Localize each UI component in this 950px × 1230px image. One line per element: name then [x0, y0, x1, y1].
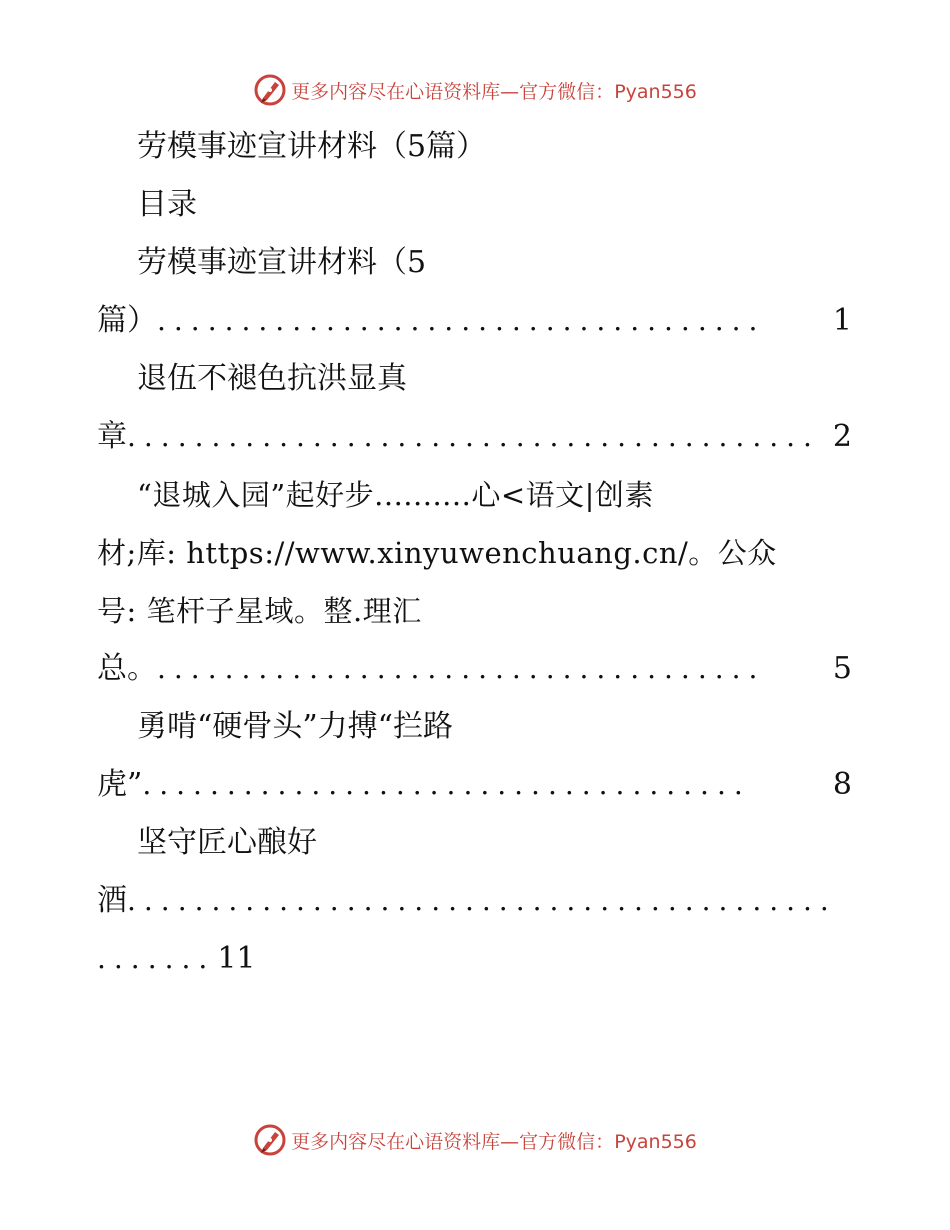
- pen-circle-logo-icon: [253, 1123, 287, 1157]
- toc-entry-2-leader-line: [97, 408, 852, 466]
- toc-entry-5-continued-leader: .......: [97, 942, 216, 975]
- header-banner: [0, 70, 950, 110]
- toc-entry-5-leader-line: [97, 872, 852, 930]
- toc-entry-3-title: “退城入园”起好步..........心<语文|创素: [137, 478, 654, 512]
- toc-entry-1-title: 劳模事迹宣讲材料（5: [137, 245, 427, 280]
- toc-entry-4-leader: ....................................: [142, 768, 751, 801]
- toc-entry-5-leader: ..........................................: [127, 884, 837, 917]
- toc-entry-3-line-2: 材;库: https://www.xinyuwenchuang.cn/。公众: [97, 536, 777, 570]
- toc-entry-2-tail: 章: [97, 419, 127, 454]
- toc-entry-3-leader-line: [97, 640, 852, 698]
- toc-heading: 目录: [137, 187, 197, 222]
- toc-entry-1-leader-line: [97, 292, 852, 350]
- footer-site-name: 更多内容尽在心语资料库: [291, 1130, 501, 1153]
- toc-entry-3-page: 5: [832, 651, 852, 686]
- header-banner-text: [291, 77, 697, 104]
- toc-entry-1-leader: ....................................: [157, 304, 766, 337]
- toc-entry-4-page: 8: [832, 767, 852, 802]
- toc-entry-3-tail: 总。: [97, 651, 157, 686]
- toc-entry-1-tail: 篇）: [97, 303, 157, 338]
- toc-entry-5-title: 坚守匠心酿好: [137, 825, 317, 860]
- document-title: 劳模事迹宣讲材料（5篇）: [137, 129, 487, 164]
- toc-entry-2-title: 退伍不褪色抗洪显真: [137, 361, 407, 396]
- toc-entry-1-page: 1: [832, 303, 852, 338]
- toc-entry-3-line-3: 号: 笔杆子星域。整.理汇: [97, 594, 422, 628]
- footer-separator: —: [500, 1130, 520, 1153]
- toc-entry-4-tail: 虎”: [97, 767, 143, 802]
- toc-entry-2-leader: .........................................: [127, 420, 820, 453]
- toc-entry-5-continued-line: [97, 930, 852, 988]
- toc-entry-4-leader-line: [97, 756, 852, 814]
- toc-entry-5-page: 11: [217, 941, 256, 976]
- header-official-label: 官方微信：: [519, 80, 615, 103]
- footer-banner-text: [291, 1127, 697, 1154]
- header-wechat-id: Pyan556: [614, 80, 697, 103]
- toc-entry-3-leader: ....................................: [157, 652, 766, 685]
- header-separator: —: [500, 80, 520, 103]
- pen-circle-logo-icon: [253, 73, 287, 107]
- document-body: [97, 118, 852, 988]
- header-site-name: 更多内容尽在心语资料库: [291, 80, 501, 103]
- footer-wechat-id: Pyan556: [614, 1130, 697, 1153]
- footer-banner: [0, 1120, 950, 1160]
- toc-entry-4-title: 勇啃“硬骨头”力搏“拦路: [137, 709, 454, 744]
- toc-entry-2-page: 2: [832, 419, 852, 454]
- footer-official-label: 官方微信：: [519, 1130, 615, 1153]
- toc-entry-5-tail: 酒: [97, 883, 127, 918]
